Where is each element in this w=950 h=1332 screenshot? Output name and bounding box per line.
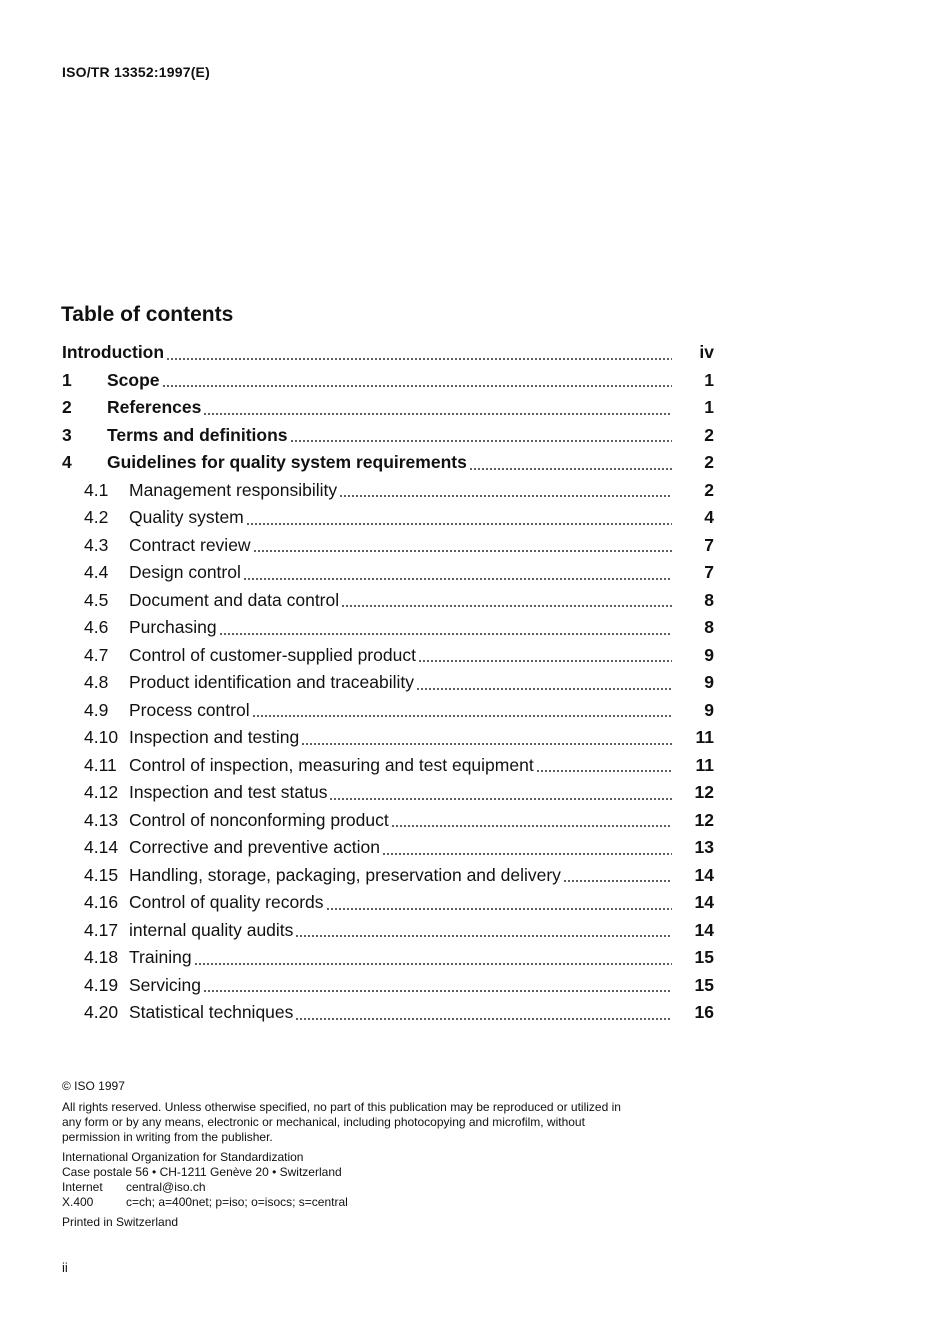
toc-entry	[62, 449, 714, 477]
toc-entry-number: 4.19	[84, 974, 119, 995]
organization-name: International Organization for Standardization	[62, 1150, 304, 1164]
toc-entry-page: 8	[704, 589, 714, 610]
toc-entry-number: 4.15	[84, 864, 119, 885]
toc-entry-page: 11	[695, 727, 714, 748]
toc-entry-page: 14	[694, 892, 714, 913]
toc-entry	[62, 999, 714, 1027]
toc-entry-page: 14	[694, 864, 714, 885]
toc-entry	[62, 339, 714, 367]
dot-leader	[563, 880, 672, 882]
toc-entry-title: Introduction	[62, 342, 165, 363]
toc-entry-number: 4.17	[84, 919, 119, 940]
toc-entry-title: Control of nonconforming product	[129, 809, 389, 830]
dot-leader	[295, 935, 672, 937]
toc-entry-page: 15	[694, 974, 714, 995]
toc-entry-number: 4.2	[84, 507, 109, 528]
toc-entry-number: 4.1	[84, 479, 109, 500]
toc-entry-number: 4.16	[84, 892, 119, 913]
toc-entry	[62, 917, 714, 945]
toc-entry	[62, 504, 714, 532]
toc-entry-page: 4	[704, 507, 714, 528]
internet-value: central@iso.ch	[126, 1180, 206, 1194]
dot-leader	[416, 688, 672, 690]
toc-entry-page: 2	[704, 479, 714, 500]
toc-entry-number: 4.5	[84, 589, 109, 610]
toc-entry-page: 1	[704, 369, 714, 390]
dot-leader	[252, 715, 672, 717]
toc-entry-number: 1	[62, 369, 72, 390]
toc-entry-title: Statistical techniques	[129, 1002, 294, 1023]
copyright-mark: © ISO 1997	[62, 1079, 125, 1093]
toc-entry	[62, 972, 714, 1000]
dot-leader	[219, 633, 672, 635]
dot-leader	[253, 550, 672, 552]
dot-leader	[341, 605, 672, 607]
dot-leader	[326, 908, 672, 910]
toc-entry-page: 12	[694, 809, 714, 830]
table-of-contents	[62, 339, 714, 1027]
toc-entry-page: iv	[699, 342, 714, 363]
x400-contact	[62, 1195, 622, 1210]
toc-entry-number: 4.4	[84, 562, 109, 583]
toc-entry-number: 4.20	[84, 1002, 119, 1023]
toc-entry-title: Design control	[129, 562, 241, 583]
toc-entry	[62, 532, 714, 560]
toc-entry-title: internal quality audits	[129, 919, 294, 940]
toc-entry-page: 14	[694, 919, 714, 940]
toc-entry-number: 4.3	[84, 534, 109, 555]
toc-entry	[62, 724, 714, 752]
toc-entry-title: Process control	[129, 699, 250, 720]
internet-label: Internet	[62, 1180, 103, 1194]
toc-entry-page: 11	[695, 754, 714, 775]
dot-leader	[536, 770, 672, 772]
toc-entry-page: 12	[694, 782, 714, 803]
toc-entry-page: 15	[694, 947, 714, 968]
toc-entry	[62, 944, 714, 972]
toc-entry-title: Management responsibility	[129, 479, 338, 500]
dot-leader	[246, 523, 672, 525]
toc-entry-number: 4.13	[84, 809, 119, 830]
toc-entry-number: 4.10	[84, 727, 119, 748]
toc-entry-number: 4.14	[84, 837, 119, 858]
dot-leader	[391, 825, 672, 827]
dot-leader	[329, 798, 672, 800]
toc-entry-title: Corrective and preventive action	[129, 837, 380, 858]
toc-title: Table of contents	[61, 303, 234, 326]
toc-entry-title: Control of customer-supplied product	[129, 644, 416, 665]
toc-entry-title: Purchasing	[129, 617, 217, 638]
dot-leader	[290, 440, 672, 442]
toc-entry-title: Scope	[107, 369, 160, 390]
dot-leader	[382, 853, 672, 855]
toc-entry-page: 8	[704, 617, 714, 638]
toc-entry	[62, 669, 714, 697]
internet-contact	[62, 1180, 622, 1195]
x400-value: c=ch; a=400net; p=iso; o=isocs; s=central	[126, 1195, 348, 1209]
toc-entry-number: 4.11	[84, 754, 117, 775]
toc-entry-page: 1	[704, 397, 714, 418]
toc-entry-page: 7	[704, 534, 714, 555]
toc-entry-title: Contract review	[129, 534, 251, 555]
toc-entry	[62, 587, 714, 615]
dot-leader	[339, 495, 672, 497]
x400-label: X.400	[62, 1195, 94, 1209]
toc-entry	[62, 422, 714, 450]
toc-entry-title: Document and data control	[129, 589, 340, 610]
toc-entry	[62, 642, 714, 670]
toc-entry-number: 4.12	[84, 782, 119, 803]
toc-entry-page: 9	[704, 644, 714, 665]
toc-entry-page: 13	[694, 837, 714, 858]
toc-entry-number: 4.9	[84, 699, 109, 720]
toc-entry	[62, 834, 714, 862]
toc-entry	[62, 807, 714, 835]
toc-entry-number: 3	[62, 424, 72, 445]
toc-entry-number: 4	[62, 452, 72, 473]
rights-statement: All rights reserved. Unless otherwise specified, no part of this publication may be reproduced or utilized in any form or by any means, electronic or mechanical, including photocopying and microfilm, without permission in writing from the publisher.	[62, 1100, 621, 1144]
toc-entry-number: 4.8	[84, 672, 109, 693]
toc-entry-page: 16	[694, 1002, 714, 1023]
toc-entry-title: Control of inspection, measuring and test equipment	[129, 754, 534, 775]
toc-entry-title: Product identification and traceability	[129, 672, 415, 693]
dot-leader	[203, 990, 672, 992]
toc-entry-title: Terms and definitions	[107, 424, 288, 445]
toc-entry-title: Inspection and test status	[129, 782, 328, 803]
toc-entry	[62, 367, 714, 395]
document-id: ISO/TR 13352:1997(E)	[62, 64, 210, 80]
toc-entry	[62, 862, 714, 890]
toc-entry	[62, 779, 714, 807]
toc-entry-title: Quality system	[129, 507, 244, 528]
toc-entry	[62, 752, 714, 780]
toc-entry-page: 2	[704, 452, 714, 473]
organization-address: Case postale 56 • CH-1211 Genève 20 • Switzerland	[62, 1165, 342, 1179]
toc-entry	[62, 559, 714, 587]
dot-leader	[166, 358, 672, 360]
toc-entry-page: 9	[704, 699, 714, 720]
dot-leader	[243, 578, 672, 580]
toc-entry-page: 7	[704, 562, 714, 583]
toc-entry	[62, 889, 714, 917]
organization-contact	[62, 1150, 622, 1210]
dot-leader	[194, 963, 672, 965]
toc-entry	[62, 697, 714, 725]
dot-leader	[162, 385, 672, 387]
toc-entry	[62, 477, 714, 505]
toc-entry-number: 4.7	[84, 644, 109, 665]
toc-entry-page: 9	[704, 672, 714, 693]
page-number: ii	[62, 1260, 68, 1275]
toc-entry-title: References	[107, 397, 202, 418]
printed-in: Printed in Switzerland	[62, 1215, 179, 1229]
toc-entry-title: Guidelines for quality system requirements	[107, 452, 467, 473]
toc-entry-number: 4.18	[84, 947, 119, 968]
dot-leader	[301, 743, 672, 745]
toc-entry-title: Servicing	[129, 974, 201, 995]
toc-entry-title: Handling, storage, packaging, preservation and delivery	[129, 864, 561, 885]
toc-entry-title: Training	[129, 947, 192, 968]
toc-entry-title: Control of quality records	[129, 892, 324, 913]
dot-leader	[418, 660, 672, 662]
toc-entry	[62, 394, 714, 422]
toc-entry	[62, 614, 714, 642]
toc-entry-number: 4.6	[84, 617, 109, 638]
toc-entry-page: 2	[704, 424, 714, 445]
toc-entry-title: Inspection and testing	[129, 727, 300, 748]
dot-leader	[203, 413, 672, 415]
toc-entry-number: 2	[62, 397, 72, 418]
dot-leader	[295, 1018, 672, 1020]
copyright-block	[62, 1079, 622, 1230]
dot-leader	[469, 468, 672, 470]
